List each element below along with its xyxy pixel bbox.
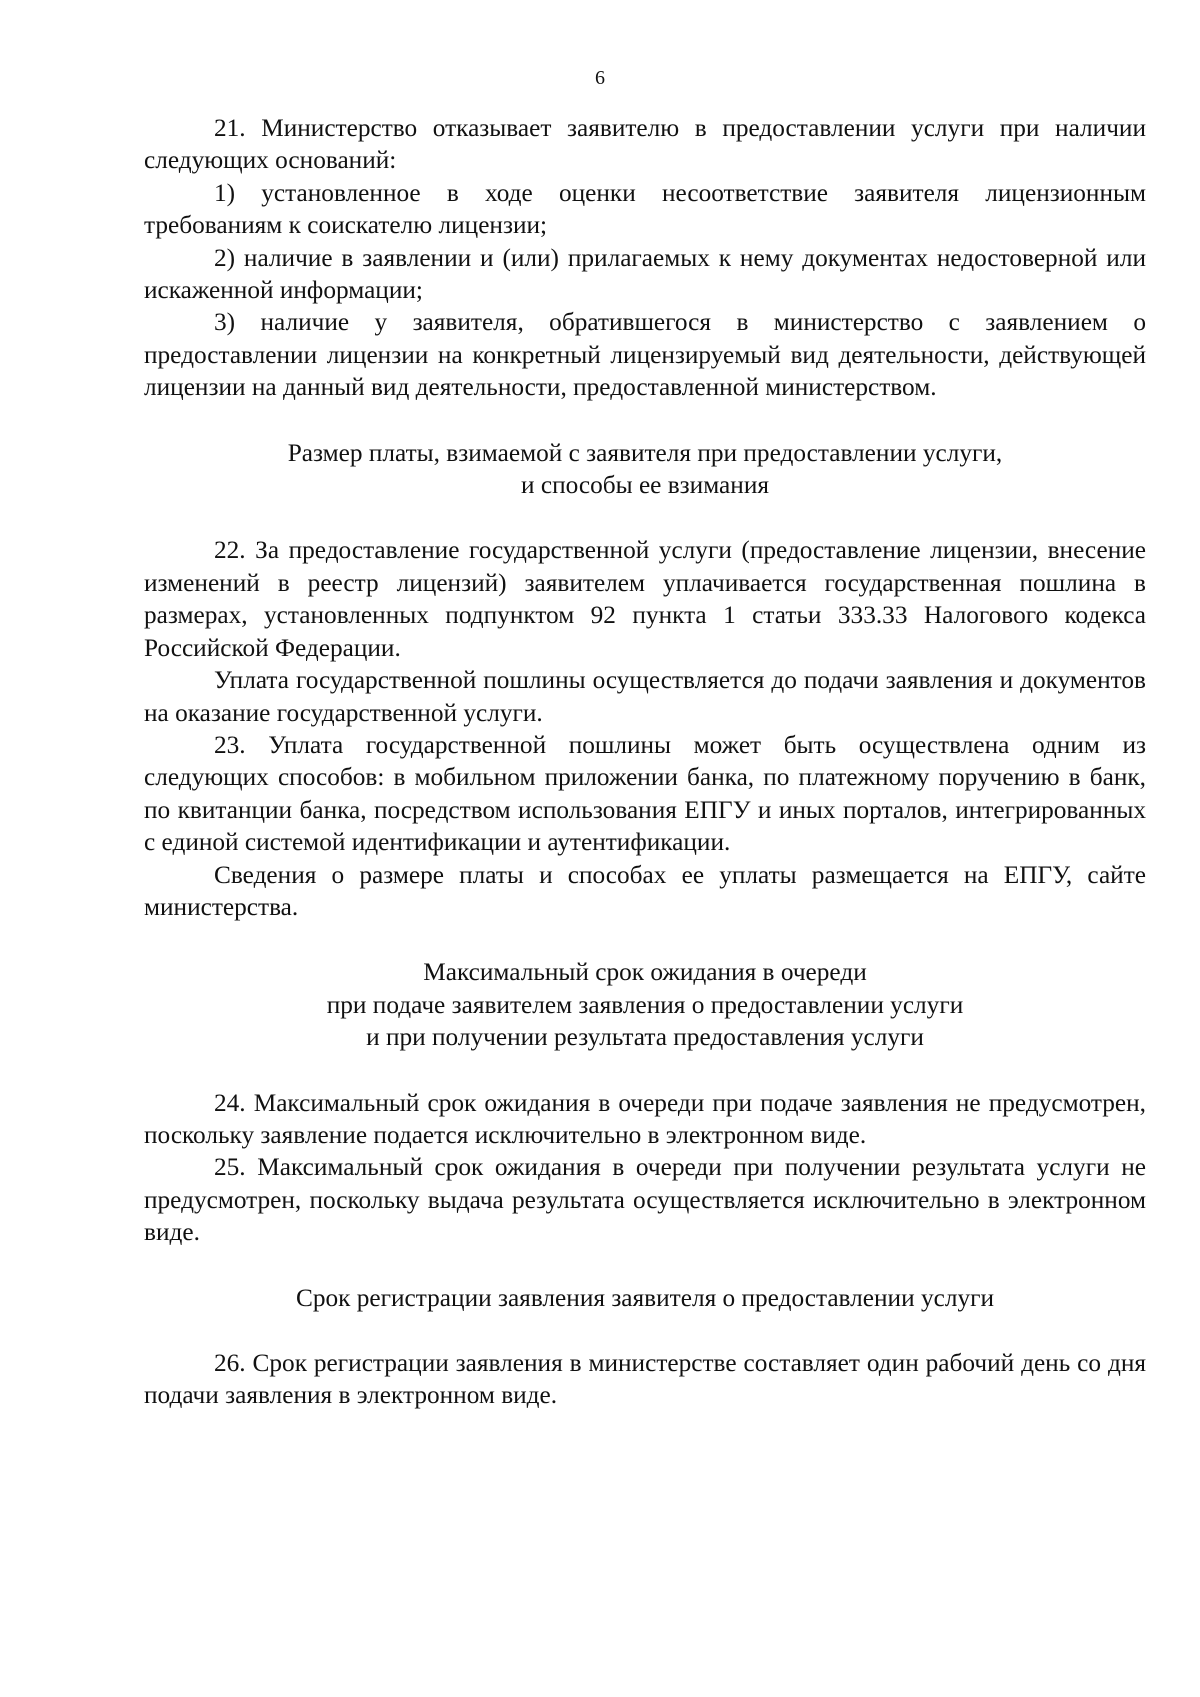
heading-line: и способы ее взимания	[520, 471, 769, 500]
heading-line: Размер платы, взимаемой с заявителя при предоставлении услуги,	[287, 438, 1003, 467]
spacer	[144, 1314, 1146, 1347]
paragraph-25: 25. Максимальный срок ожидания в очереди при получении результата услуги не предусмотрен, поскольку выдача результата осуществляется исключительно в электронном виде.	[144, 1153, 1146, 1247]
document-body	[144, 112, 1146, 1412]
paragraph-23-info: Сведения о размере платы и способах ее уплаты размещается на ЕПГУ, сайте министерства.	[144, 860, 1146, 921]
heading-line: и при получении результата предоставления услуги	[366, 1023, 924, 1052]
paragraph-21: 21. Министерство отказывает заявителю в предоставлении услуги при наличии следующих оснований:	[144, 114, 1146, 175]
paragraph-22-payment-timing: Уплата государственной пошлины осуществляется до подачи заявления и документов на оказание государственной услуги.	[144, 666, 1146, 727]
heading-line: при подаче заявителем заявления о предоставлении услуги	[326, 990, 964, 1019]
paragraph-23: 23. Уплата государственной пошлины может быть осуществлена одним из следующих способов: в мобильном приложении банка, по платежному поручению в банк, по квитанции банка, посредством использования ЕПГУ и иных порталов, интегрированных с единой системой идентификации и аутентификации.	[144, 730, 1146, 857]
heading-line: Максимальный срок ожидания в очереди	[423, 958, 867, 987]
spacer	[144, 404, 1146, 437]
spacer	[144, 1249, 1146, 1282]
spacer	[144, 923, 1146, 956]
spacer	[144, 1054, 1146, 1087]
paragraph-26: 26. Срок регистрации заявления в министерстве составляет один рабочий день со дня подачи заявления в электронном виде.	[144, 1349, 1146, 1410]
section-heading-registration	[144, 1282, 1146, 1314]
list-item-21-3: 3) наличие у заявителя, обратившегося в министерство с заявлением о предоставлении лицензии на конкретный лицензируемый вид деятельности, действующей лицензии на данный вид деятельности, предоставленной министерством.	[144, 308, 1146, 402]
list-item-21-2: 2) наличие в заявлении и (или) прилагаемых к нему документах недостоверной или искаженной информации;	[144, 243, 1146, 305]
paragraph-22: 22. За предоставление государственной услуги (предоставление лицензии, внесение изменений в реестр лицензий) заявителем уплачивается государственная пошлина в размерах, установленных подпунктом 92 пункта 1 статьи 333.33 Налогового кодекса Российской Федерации.	[144, 536, 1146, 662]
paragraph-24: 24. Максимальный срок ожидания в очереди при подаче заявления не предусмотрен, поскольку заявление подается исключительно в электронном виде.	[144, 1088, 1146, 1149]
section-heading-queue	[144, 956, 1146, 1053]
heading-line: Срок регистрации заявления заявителя о предоставлении услуги	[295, 1283, 995, 1312]
spacer	[144, 501, 1146, 534]
page-number: 6	[595, 67, 605, 89]
list-item-21-1: 1) установленное в ходе оценки несоответствие заявителя лицензионным требованиям к соискателю лицензии;	[144, 178, 1146, 240]
section-heading-fee	[144, 437, 1146, 502]
